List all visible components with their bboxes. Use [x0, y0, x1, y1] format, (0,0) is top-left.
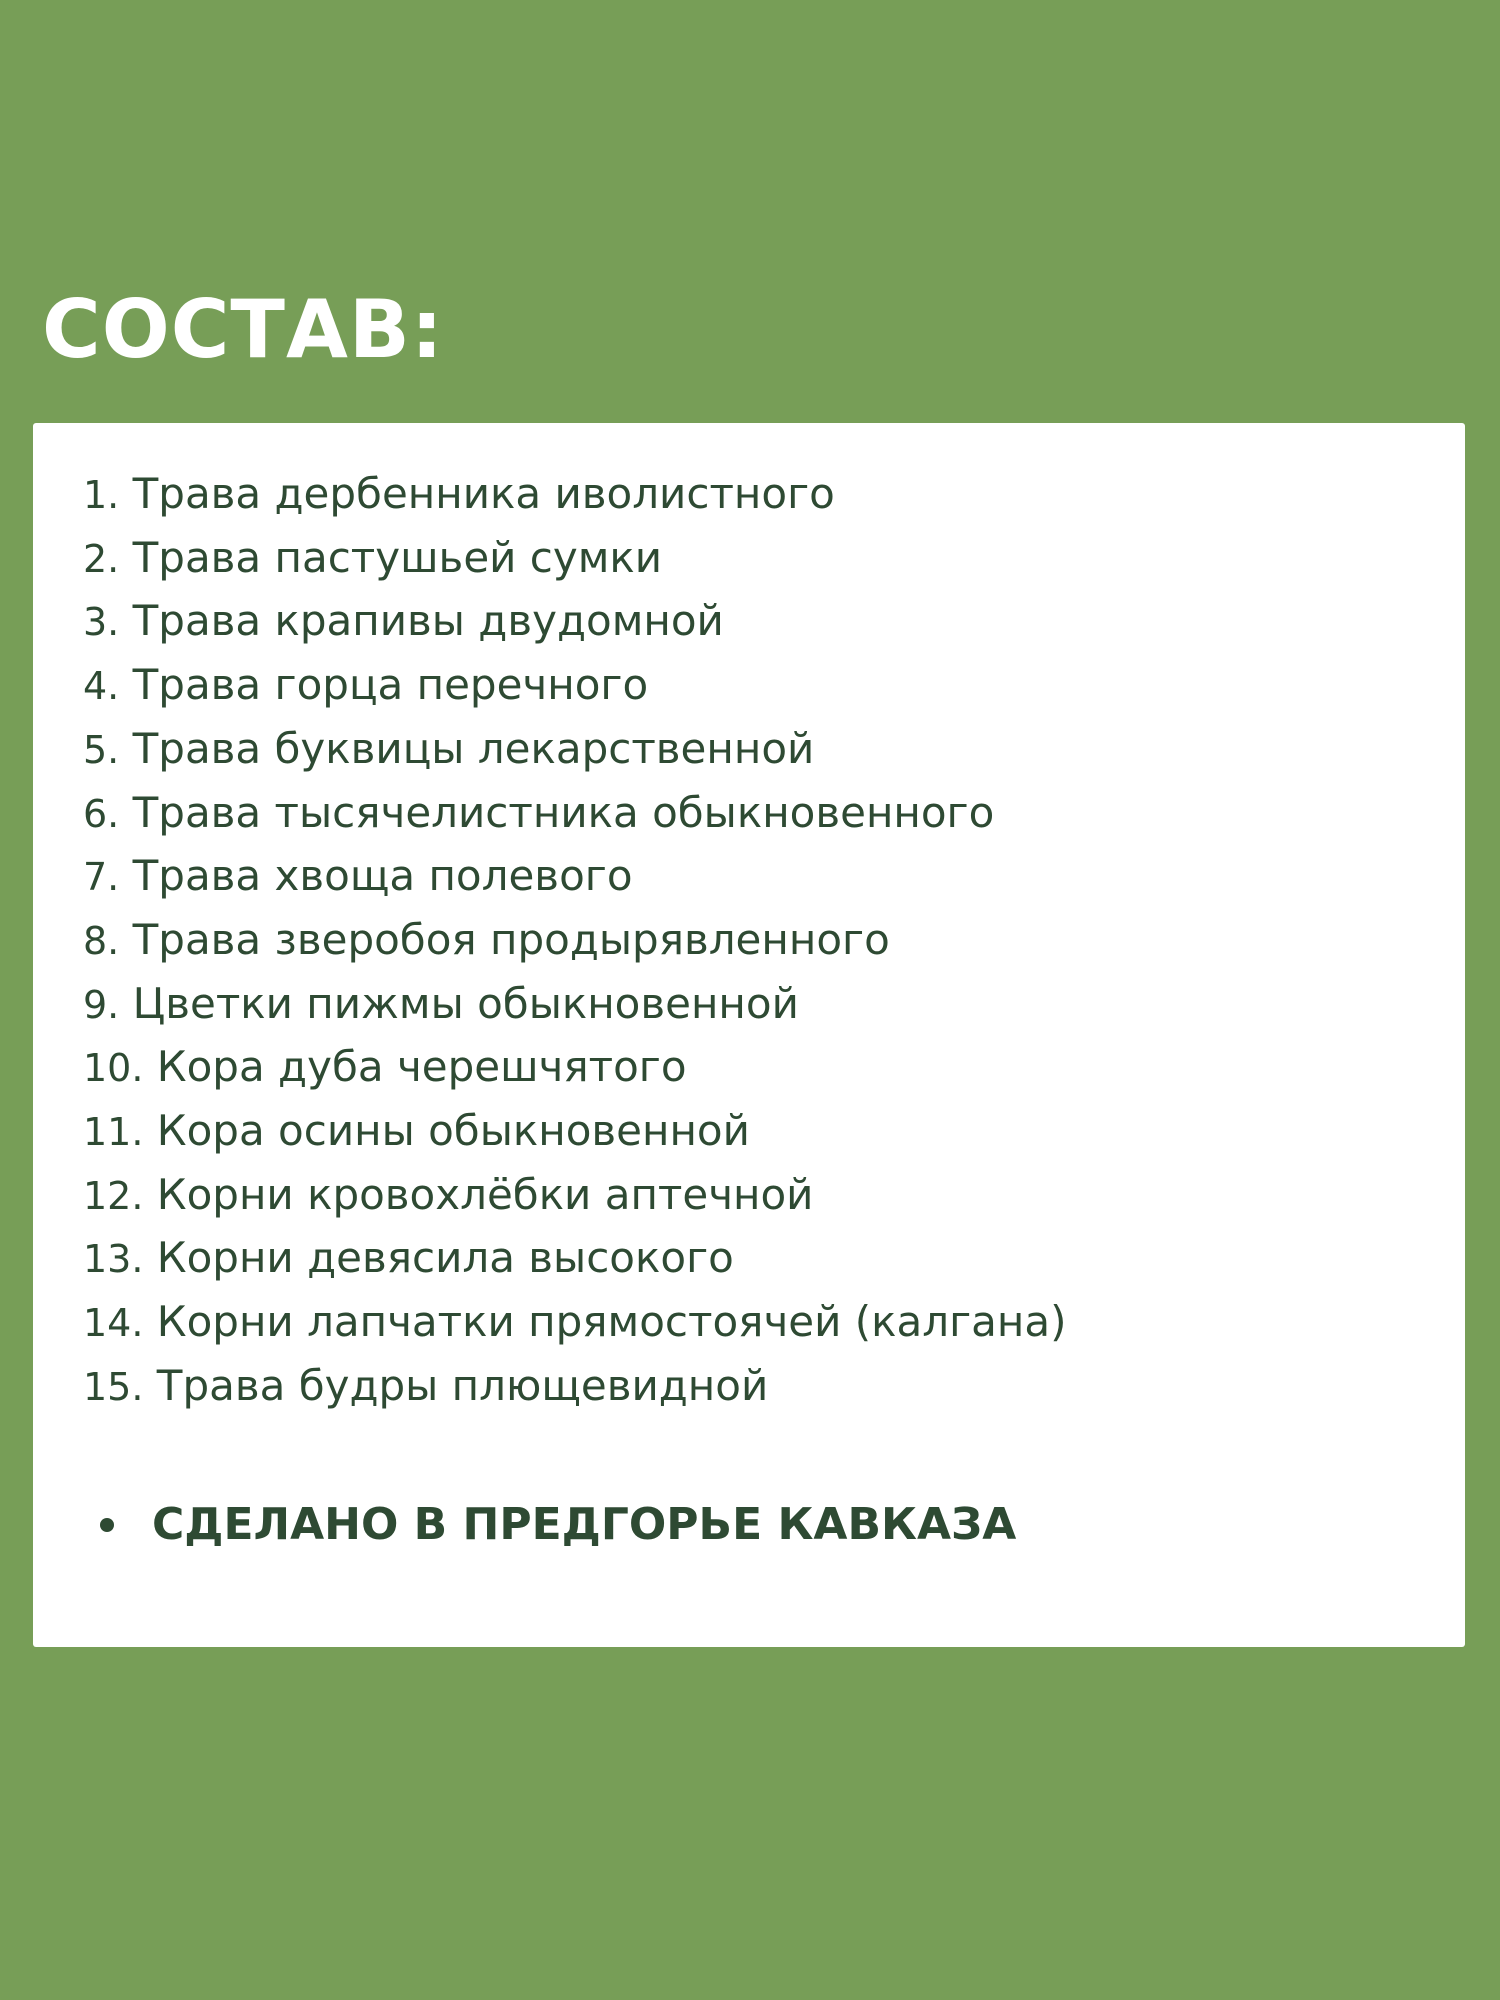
list-item: [83, 1355, 1066, 1419]
list-item: [83, 1164, 1066, 1228]
item-text: Кора дуба черешчятого: [156, 1042, 687, 1092]
item-text: Трава буквицы лекарственной: [132, 723, 815, 773]
origin-note-text: СДЕЛАНО В ПРЕДГОРЬЕ КАВКАЗА: [152, 1499, 1017, 1550]
item-number: 6.: [83, 791, 120, 836]
item-number: 2.: [83, 536, 120, 581]
ingredients-card: [33, 423, 1465, 1647]
item-number: 11.: [83, 1110, 144, 1155]
item-text: Трава пастушьей сумки: [132, 532, 663, 582]
item-text: Трава крапивы двудомной: [132, 596, 724, 646]
item-text: Трава будры плющевидной: [156, 1360, 769, 1410]
item-number: 14.: [83, 1301, 144, 1346]
item-text: Корни кровохлёбки аптечной: [156, 1169, 814, 1219]
origin-note: [100, 1495, 1016, 1555]
item-text: Корни лапчатки прямостоячей (калгана): [156, 1297, 1067, 1347]
list-item: [83, 654, 1066, 718]
list-item: [83, 845, 1066, 909]
item-text: Цветки пижмы обыкновенной: [132, 978, 799, 1028]
list-item: [83, 909, 1066, 973]
item-text: Трава дербенника иволистного: [132, 469, 835, 518]
item-number: 10.: [83, 1046, 144, 1091]
item-text: Кора осины обыкновенной: [156, 1106, 750, 1156]
list-item: [83, 782, 1066, 846]
item-number: 12.: [83, 1173, 144, 1218]
item-number: 9.: [83, 982, 120, 1027]
item-text: Трава тысячелистника обыкновенного: [132, 787, 995, 837]
item-number: 1.: [83, 473, 120, 517]
list-item: [83, 590, 1066, 654]
item-number: 15.: [83, 1364, 144, 1409]
list-item: [83, 463, 1066, 527]
item-number: 13.: [83, 1237, 144, 1282]
ingredients-list: [83, 463, 1066, 1419]
item-text: Трава зверобоя продырявленного: [132, 914, 890, 964]
list-item: [83, 973, 1066, 1037]
page-title: СОСТАВ:: [42, 283, 444, 376]
item-number: 5.: [83, 727, 120, 772]
item-number: 7.: [83, 855, 120, 900]
item-text: Корни девясила высокого: [156, 1233, 734, 1283]
item-number: 8.: [83, 918, 120, 963]
list-item: [83, 527, 1066, 591]
item-text: Трава горца перечного: [132, 660, 649, 710]
item-text: Трава хвоща полевого: [132, 851, 633, 901]
bullet-icon: [100, 1518, 114, 1532]
item-number: 4.: [83, 664, 120, 709]
list-item: [83, 1291, 1066, 1355]
list-item: [83, 1036, 1066, 1100]
list-item: [83, 718, 1066, 782]
item-number: 3.: [83, 600, 120, 645]
list-item: [83, 1227, 1066, 1291]
list-item: [83, 1100, 1066, 1164]
